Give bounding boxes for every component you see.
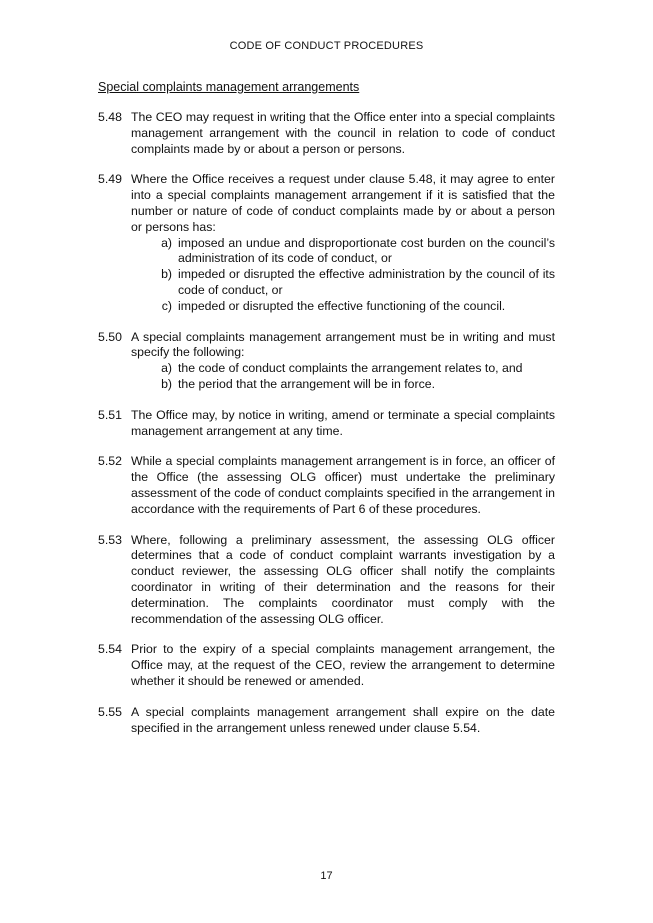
clause-text: Where the Office receives a request under clause 5.48, it may agree to enter into a special complaints management arrangement if it is satisfied that the number or nature of code of conduct complaints made by or about a person or persons has: (131, 172, 555, 234)
clause-body (131, 454, 555, 517)
list-item (148, 361, 555, 377)
clause (98, 454, 555, 517)
list-item-text: imposed an undue and disproportionate cost burden on the council’s administration of its code of conduct, or (178, 235, 555, 266)
list-item-text: the period that the arrangement will be in force. (178, 376, 436, 391)
list-item-marker: b) (161, 267, 172, 282)
page-header: CODE OF CONDUCT PROCEDURES (229, 40, 424, 52)
clause-sublist (131, 361, 555, 393)
clause-number: 5.55 (98, 704, 122, 719)
clause (98, 533, 555, 628)
clause-number: 5.48 (98, 110, 122, 124)
clause-body (131, 330, 555, 393)
list-item (148, 299, 555, 315)
clause (98, 705, 555, 737)
clause-body (131, 705, 555, 737)
clause-text: A special complaints management arrangement must be in writing and must specify the following: (131, 329, 555, 360)
list-item-marker: c) (161, 298, 172, 313)
clause-sublist (131, 236, 555, 315)
clause-number: 5.52 (98, 454, 122, 469)
clause-body (131, 533, 555, 628)
clause-number: 5.49 (98, 172, 122, 187)
page-number: 17 (320, 870, 333, 882)
clause-text: While a special complaints management arrangement is in force, an officer of the Office (the assessing OLG officer) must undertake the preliminary assessment of the code of conduct complaints specified in the arrangement in accordance with the requirements of Part 6 of these procedures. (131, 454, 555, 516)
list-item-marker: a) (161, 361, 172, 376)
clause-number: 5.54 (98, 642, 122, 657)
section-title: Special complaints management arrangements (98, 80, 360, 94)
clause (98, 642, 555, 689)
clause-body (131, 408, 555, 440)
clause-text: The Office may, by notice in writing, amend or terminate a special complaints management arrangement at any time. (131, 407, 555, 438)
list-item-text: impeded or disrupted the effective administration by the council of its code of conduct, or (178, 267, 555, 297)
clause (98, 172, 555, 314)
clause-body (131, 172, 555, 314)
list-item (148, 236, 555, 268)
list-item (148, 267, 555, 299)
clause-body (131, 110, 555, 157)
clause (98, 110, 555, 157)
clause (98, 330, 555, 393)
clause-text: The CEO may request in writing that the Office enter into a special complaints management arrangement with the council in relation to code of conduct complaints made by or about a person or persons. (131, 110, 555, 156)
clause-list (98, 110, 555, 751)
list-item-text: impeded or disrupted the effective functioning of the council. (178, 298, 506, 313)
list-item (148, 377, 555, 393)
clause-body (131, 642, 555, 689)
list-item-marker: a) (161, 235, 172, 250)
list-item-marker: b) (161, 376, 172, 391)
clause-text: Where, following a preliminary assessment, the assessing OLG officer determines that a code of conduct complaint warrants investigation by a conduct reviewer, the assessing OLG officer shall notify the complaints coordinator in writing of their determination and the reasons for their determination. The complaints coordinator must comply with the recommendation of the assessing OLG officer. (131, 532, 555, 626)
clause-number: 5.53 (98, 532, 122, 547)
list-item-text: the code of conduct complaints the arrangement relates to, and (178, 361, 523, 376)
clause-number: 5.51 (98, 407, 122, 422)
clause-number: 5.50 (98, 329, 122, 344)
clause (98, 408, 555, 440)
clause-text: A special complaints management arrangement shall expire on the date specified in the arrangement unless renewed under clause 5.54. (131, 704, 555, 735)
clause-text: Prior to the expiry of a special complaints management arrangement, the Office may, at the request of the CEO, review the arrangement to determine whether it should be renewed or amended. (131, 642, 555, 688)
